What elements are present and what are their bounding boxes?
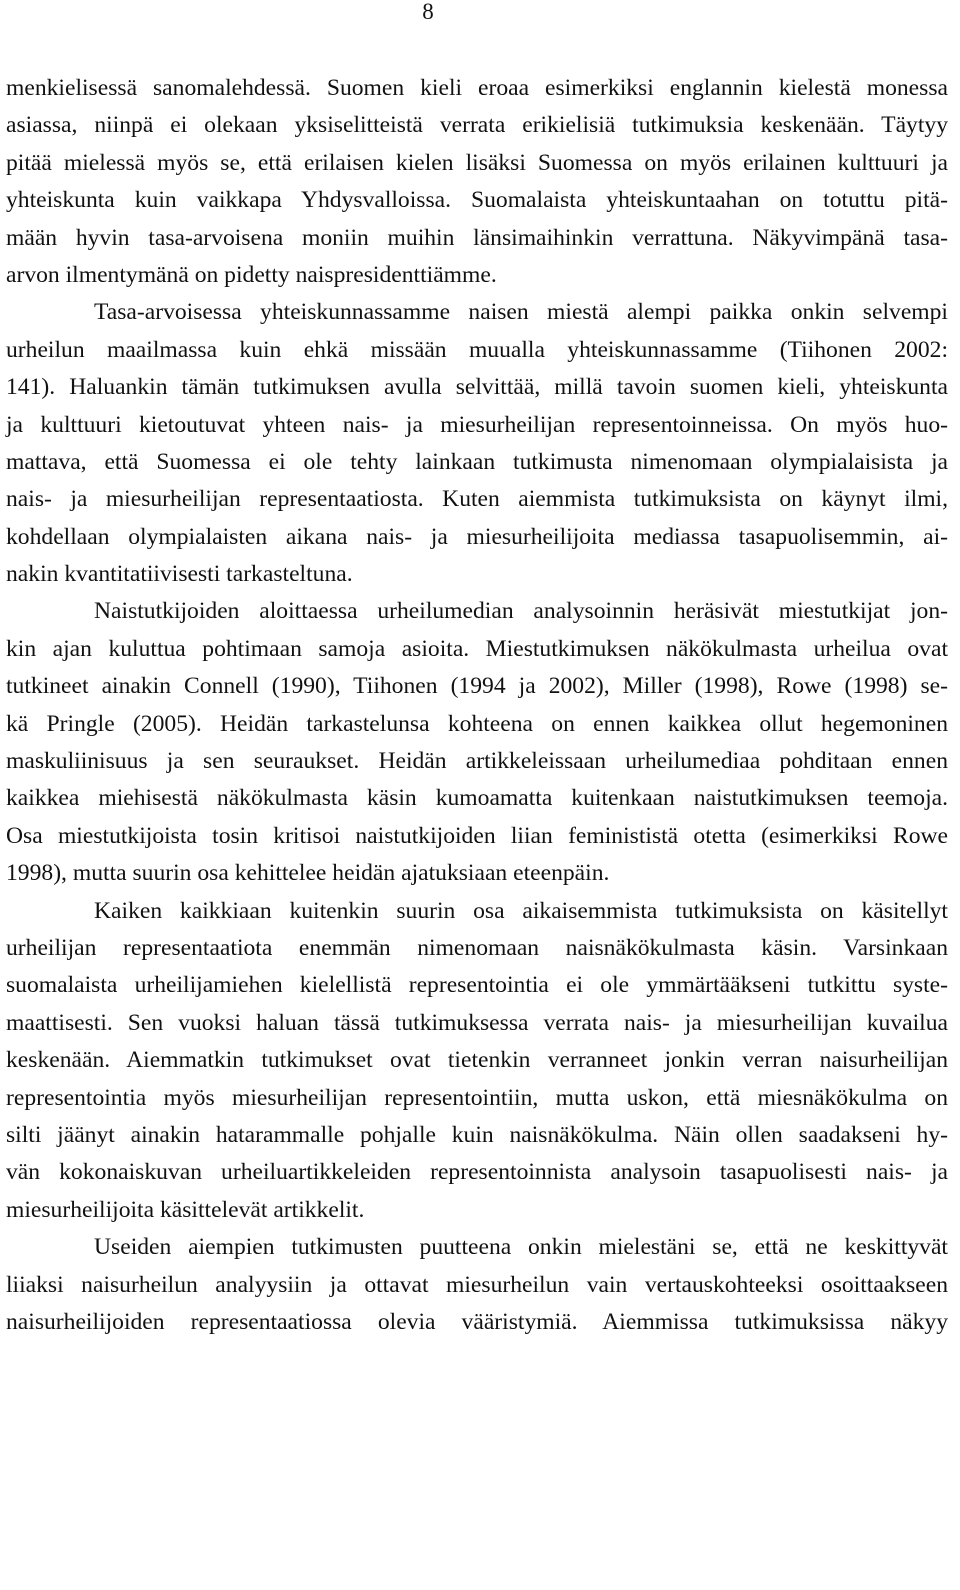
- text-line: urheilun maailmassa kuin ehkä missään muualla yhteiskunnassamme (Tiihonen 2002:: [6, 336, 948, 363]
- text-line: suomalaista urheilijamiehen kielellistä representointia ei ole ymmärtääkseni tutkittu syste-: [6, 972, 948, 999]
- text-line: Kaiken kaikkiaan kuitenkin suurin osa aikaisemmista tutkimuksista on käsitellyt: [94, 897, 948, 924]
- text-line: miesurheilijoita käsittelevät artikkelit.: [6, 1196, 365, 1223]
- text-line: vän kokonaiskuvan urheiluartikkeleiden representoinnista analysoin tasapuolisesti nais- ja: [6, 1159, 948, 1186]
- text-line: 1998), mutta suurin osa kehittelee heidän ajatuksiaan eteenpäin.: [6, 860, 610, 887]
- text-line: silti jäänyt ainakin hatarammalle pohjalle kuin naisnäkökulma. Näin ollen saadakseni hy-: [6, 1121, 948, 1148]
- text-line: liiaksi naisurheilun analyysiin ja ottavat miesurheilun vain vertauskohteeksi osoittaakseen: [6, 1271, 948, 1298]
- text-line: kohdellaan olympialaisten aikana nais- ja miesurheilijoita mediassa tasapuolisemmin, ai-: [6, 523, 948, 550]
- text-line: ja kulttuuri kietoutuvat yhteen nais- ja miesurheilijan representoinneissa. On myös huo-: [6, 411, 948, 438]
- text-line: pitää mielessä myös se, että erilaisen kielen lisäksi Suomessa on myös erilainen kulttuuri ja: [6, 149, 948, 176]
- text-line: maskuliinisuus ja sen seuraukset. Heidän artikkeleissaan urheilumediaa pohditaan ennen: [6, 748, 948, 775]
- text-line: asiassa, niinpä ei olekaan yksiselitteistä verrata erikielisiä tutkimuksia keskenään. Täytyy: [6, 112, 948, 139]
- text-line: representointia myös miesurheilijan representointiin, mutta uskon, että miesnäkökulma on: [6, 1084, 948, 1111]
- page-number: 8: [422, 0, 434, 24]
- text-line: kä Pringle (2005). Heidän tarkastelunsa kohteena on ennen kaikkea ollut hegemoninen: [6, 710, 948, 737]
- text-line: mattava, että Suomessa ei ole tehty lainkaan tutkimusta nimenomaan olympialaisista ja: [6, 448, 948, 475]
- text-line: kaikkea miehisestä näkökulmasta käsin kumoamatta kuitenkaan naistutkimuksen teemoja.: [6, 785, 948, 812]
- text-line: kin ajan kuluttua pohtimaan samoja asioita. Miestutkimuksen näkökulmasta urheilua ovat: [6, 635, 948, 662]
- paragraph-2: [6, 294, 948, 593]
- text-line: yhteiskunta kuin vaikkapa Yhdysvalloissa. Suomalaista yhteiskuntaahan on totuttu pitä-: [6, 187, 948, 214]
- text-line: urheilijan representaatiota enemmän nimenomaan naisnäkökulmasta käsin. Varsinkaan: [6, 934, 948, 961]
- paragraph-3: [6, 593, 948, 892]
- text-line: Osa miestutkijoista tosin kritisoi naistutkijoiden liian feminististä otetta (esimerkiksi Rowe: [6, 822, 948, 849]
- text-line: 141). Haluankin tämän tutkimuksen avulla selvittää, millä tavoin suomen kieli, yhteiskunta: [6, 374, 948, 401]
- text-line: Useiden aiempien tutkimusten puutteena onkin mielestäni se, että ne keskittyvät: [94, 1234, 948, 1261]
- paragraph-4: [6, 893, 948, 1230]
- text-line: Naistutkijoiden aloittaessa urheilumedian analysoinnin heräsivät miestutkijat jon-: [94, 598, 948, 625]
- text-line: naisurheilijoiden representaatiossa olevia vääristymiä. Aiemmissa tutkimuksissa näkyy: [6, 1308, 948, 1335]
- text-line: arvon ilmentymänä on pidetty naispresidenttiämme.: [6, 261, 497, 288]
- text-line: tutkineet ainakin Connell (1990), Tiihonen (1994 ja 2002), Miller (1998), Rowe (1998) se-: [6, 673, 948, 700]
- document-body: [6, 70, 948, 1341]
- text-line: Tasa-arvoisessa yhteiskunnassamme naisen miestä alempi paikka onkin selvempi: [94, 299, 948, 326]
- text-line: nais- ja miesurheilijan representaatiosta. Kuten aiemmista tutkimuksista on käynyt ilmi,: [6, 486, 948, 513]
- text-line: maattisesti. Sen vuoksi haluan tässä tutkimuksessa verrata nais- ja miesurheilijan kuvailua: [6, 1009, 948, 1036]
- text-line: nakin kvantitatiivisesti tarkasteltuna.: [6, 561, 353, 588]
- text-line: keskenään. Aiemmatkin tutkimukset ovat tietenkin verranneet jonkin verran naisurheilijan: [6, 1047, 948, 1074]
- paragraph-1: [6, 70, 948, 294]
- paragraph-5: [6, 1229, 948, 1341]
- text-line: mään hyvin tasa-arvoisena moniin muihin länsimaihinkin verrattuna. Näkyvimpänä tasa-: [6, 224, 948, 251]
- text-line: menkielisessä sanomalehdessä. Suomen kieli eroaa esimerkiksi englannin kielestä monessa: [6, 75, 948, 101]
